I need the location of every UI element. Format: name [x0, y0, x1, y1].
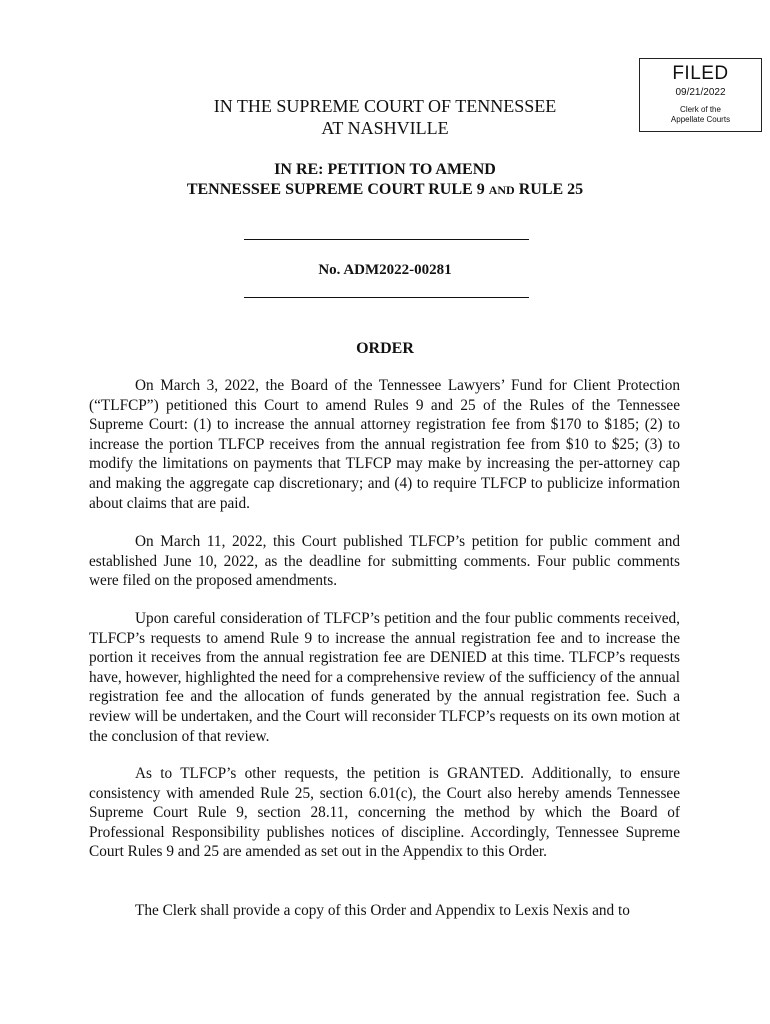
- case-title-rule25: RULE 25: [514, 181, 584, 198]
- case-title-line-1: IN RE: PETITION TO AMEND: [274, 161, 496, 178]
- paragraph-1: On March 3, 2022, the Board of the Tennessee Lawyers’ Fund for Client Protection (“TLFCP”) petitioned this Court to amend Rules 9 and 25 of the Rules of the Tennessee Supreme Court: (1) to increase the annual attorney registration fee from $170 to $185; (2) to increase the portion TLFCP receives from the annual registration fee from $10 to $25; (3) to modify the limitations on payments that TLFCP may make by increasing the per-attorney cap and making the aggregate cap discretionary; and (4) to require TLFCP to publicize information about claims that are paid.: [89, 377, 680, 512]
- paragraph-4: As to TLFCP’s other requests, the petition is GRANTED. Additionally, to ensure consistency with amended Rule 25, section 6.01(c), the Court also hereby amends Tennessee Supreme Court Rule 9, section 28.11, concerning the method by which the Board of Professional Responsibility publishes notices of discipline. Accordingly, Tennessee Supreme Court Rules 9 and 25 are amended as set out in the Appendix to this Order.: [89, 765, 680, 861]
- court-location: AT NASHVILLE: [321, 118, 449, 138]
- clerk-line-1: Clerk of the: [680, 105, 721, 114]
- docket-number: No. ADM2022-00281: [318, 262, 452, 278]
- case-title-and: AND: [488, 183, 515, 197]
- clerk-line-2: Appellate Courts: [670, 115, 731, 124]
- order-heading: ORDER: [356, 340, 414, 357]
- case-title-line-2: [80, 180, 690, 200]
- divider-bottom: [244, 297, 529, 298]
- filed-label: FILED: [672, 63, 729, 84]
- paragraph-3: Upon careful consideration of TLFCP’s petition and the four public comments received, TLFCP’s requests to amend Rule 9 to increase the annual registration fee and to increase the portion it receives from the annual registration fee are DENIED at this time. TLFCP’s requests have, however, highlighted the need for a comprehensive review of the sufficiency of the annual registration fee and the allocation of funds generated by the annual registration fee. Such a review will be undertaken, and the Court will reconsider TLFCP’s requests on its own motion at the conclusion of that review.: [89, 610, 680, 745]
- case-title-rule9: TENNESSEE SUPREME COURT RULE 9: [186, 181, 489, 198]
- court-name: IN THE SUPREME COURT OF TENNESSEE: [213, 96, 557, 116]
- paragraph-5: The Clerk shall provide a copy of this Order and Appendix to Lexis Nexis and to: [135, 902, 630, 919]
- filed-date: 09/21/2022: [675, 87, 726, 98]
- paragraph-2: On March 11, 2022, this Court published TLFCP’s petition for public comment and established June 10, 2022, as the deadline for submitting comments. Four public comments were filed on the proposed amendments.: [89, 533, 680, 590]
- filed-stamp: [639, 58, 762, 132]
- divider-top: [244, 239, 529, 240]
